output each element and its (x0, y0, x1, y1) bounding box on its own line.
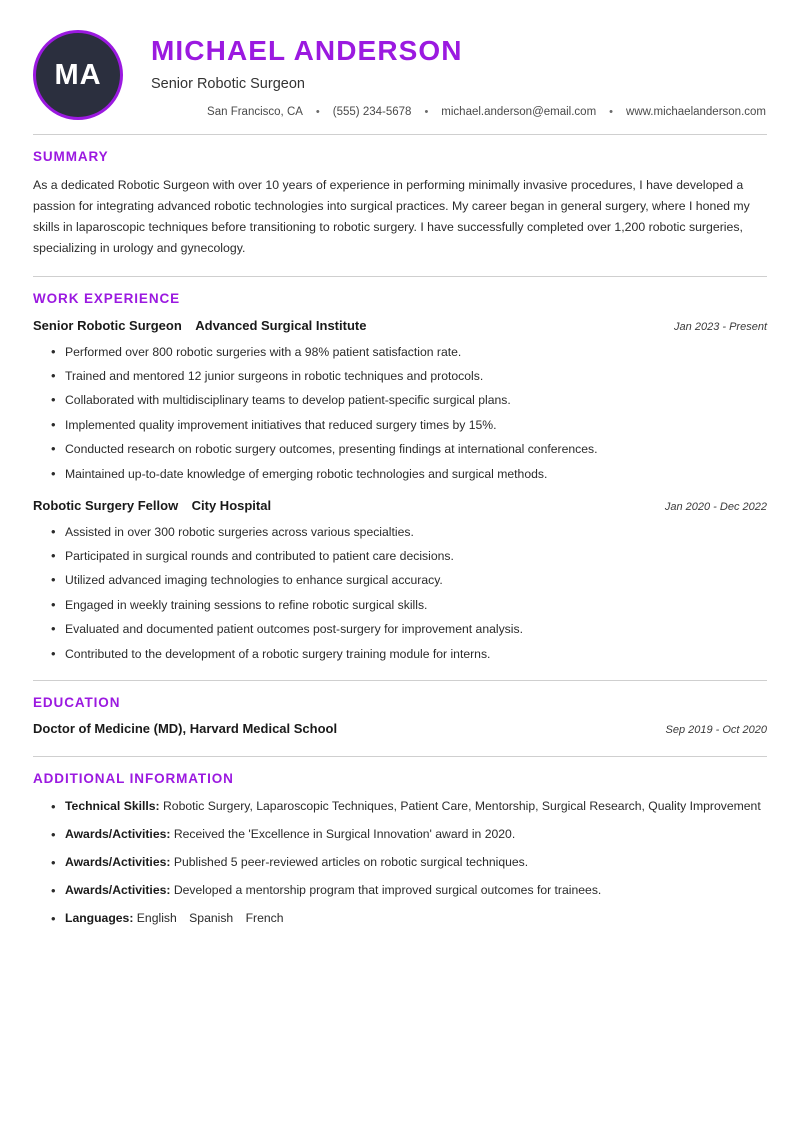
additional-information-list (33, 797, 767, 928)
section-summary (33, 135, 767, 276)
list-item: • Contributed to the development of a robotic surgery training module for interns. (51, 645, 767, 664)
section-work-experience (33, 277, 767, 681)
section-heading-summary: SUMMARY (33, 149, 109, 164)
experience-title-line (33, 317, 366, 335)
separator-dot-icon: • (609, 105, 614, 118)
info-value: Developed a mentorship program that improved surgical outcomes for trainees. (173, 882, 602, 897)
contact-location: San Francisco, CA (207, 105, 303, 118)
info-label: Awards/Activities: (65, 882, 171, 897)
contact-website[interactable]: www.michaelanderson.com (626, 105, 766, 118)
list-item: • Utilized advanced imaging technologies to enhance surgical accuracy. (51, 571, 767, 590)
list-item (51, 881, 767, 901)
language-item: English (136, 910, 177, 925)
experience-entry (33, 317, 767, 484)
experience-entry-header (33, 497, 767, 515)
summary-text: As a dedicated Robotic Surgeon with over 10 years of experience in performing minimally invasive procedures, I have developed a passion for integrating advanced robotic technologies into surgical practices. My career began in general surgery, where I honed my skills in laparoscopic techniques before transitioning to robotic surgery. I have successfully completed over 1,200 robotic surgeries, specializing in urology and gynecology. (33, 178, 750, 256)
info-value: Robotic Surgery, Laparoscopic Techniques, Patient Care, Mentorship, Surgical Research, Quality Improvement (163, 799, 761, 814)
experience-entry-header (33, 317, 767, 335)
info-value: Received the 'Excellence in Surgical Innovation' award in 2020. (173, 827, 516, 842)
list-item (51, 853, 767, 873)
info-label: Technical Skills: (65, 799, 160, 814)
list-item: • Performed over 800 robotic surgeries with a 98% patient satisfaction rate. (51, 343, 767, 362)
experience-dates: Jan 2020 - Dec 2022 (664, 500, 767, 513)
list-item: • Evaluated and documented patient outcomes post-surgery for improvement analysis. (51, 620, 767, 639)
section-additional-information (33, 757, 767, 940)
education-dates: Sep 2019 - Oct 2020 (665, 724, 767, 737)
list-item: • Collaborated with multidisciplinary teams to develop patient-specific surgical plans. (51, 391, 767, 410)
page-title: MICHAEL ANDERSON (151, 35, 463, 66)
info-label: Awards/Activities: (65, 827, 171, 842)
contact-row (151, 106, 767, 118)
section-heading-work-experience: WORK EXPERIENCE (33, 290, 181, 306)
experience-title: Robotic Surgery Fellow (33, 497, 179, 513)
language-item: French (245, 910, 284, 925)
avatar-container (33, 28, 129, 120)
avatar: MA (33, 30, 123, 120)
experience-dates: Jan 2023 - Present (674, 320, 767, 333)
experience-title-line (33, 497, 271, 515)
info-label: Awards/Activities: (65, 854, 171, 869)
separator-dot-icon: • (424, 105, 429, 118)
section-heading-education: EDUCATION (33, 695, 121, 711)
section-heading-additional-information: ADDITIONAL INFORMATION (33, 771, 234, 787)
info-value: Published 5 peer-reviewed articles on robotic surgical techniques. (173, 854, 529, 869)
list-item: • Assisted in over 300 robotic surgeries across various specialties. (51, 523, 767, 542)
job-title-subtitle: Senior Robotic Surgeon (151, 75, 305, 92)
list-item (51, 825, 767, 845)
section-education (33, 681, 767, 756)
education-entry (33, 721, 767, 736)
contact-email[interactable]: michael.anderson@email.com (441, 105, 597, 118)
info-label-languages: Languages: (65, 910, 134, 925)
contact-phone: (555) 234-5678 (332, 105, 412, 118)
separator-dot-icon: • (315, 105, 320, 118)
experience-entry (33, 497, 767, 664)
experience-bullet-list (33, 343, 767, 484)
list-item (51, 797, 767, 817)
list-item: • Participated in surgical rounds and contributed to patient care decisions. (51, 547, 767, 566)
list-item: • Trained and mentored 12 junior surgeons in robotic techniques and protocols. (51, 367, 767, 386)
languages-values (137, 911, 293, 925)
experience-title: Senior Robotic Surgeon (33, 317, 182, 333)
list-item: • Conducted research on robotic surgery outcomes, presenting findings at international conferences. (51, 440, 767, 459)
list-item: • Maintained up-to-date knowledge of emerging robotic technologies and surgical methods. (51, 465, 767, 484)
language-item: Spanish (189, 910, 234, 925)
list-item: • Engaged in weekly training sessions to refine robotic surgical skills. (51, 596, 767, 615)
header-details (129, 28, 767, 118)
list-item-languages (51, 909, 767, 929)
experience-company: City Hospital (191, 497, 272, 513)
experience-company: Advanced Surgical Institute (195, 317, 367, 333)
education-degree: Doctor of Medicine (MD), Harvard Medical School (33, 721, 338, 737)
resume-header (33, 28, 767, 134)
experience-bullet-list (33, 523, 767, 664)
list-item: • Implemented quality improvement initiatives that reduced surgery times by 15%. (51, 416, 767, 435)
